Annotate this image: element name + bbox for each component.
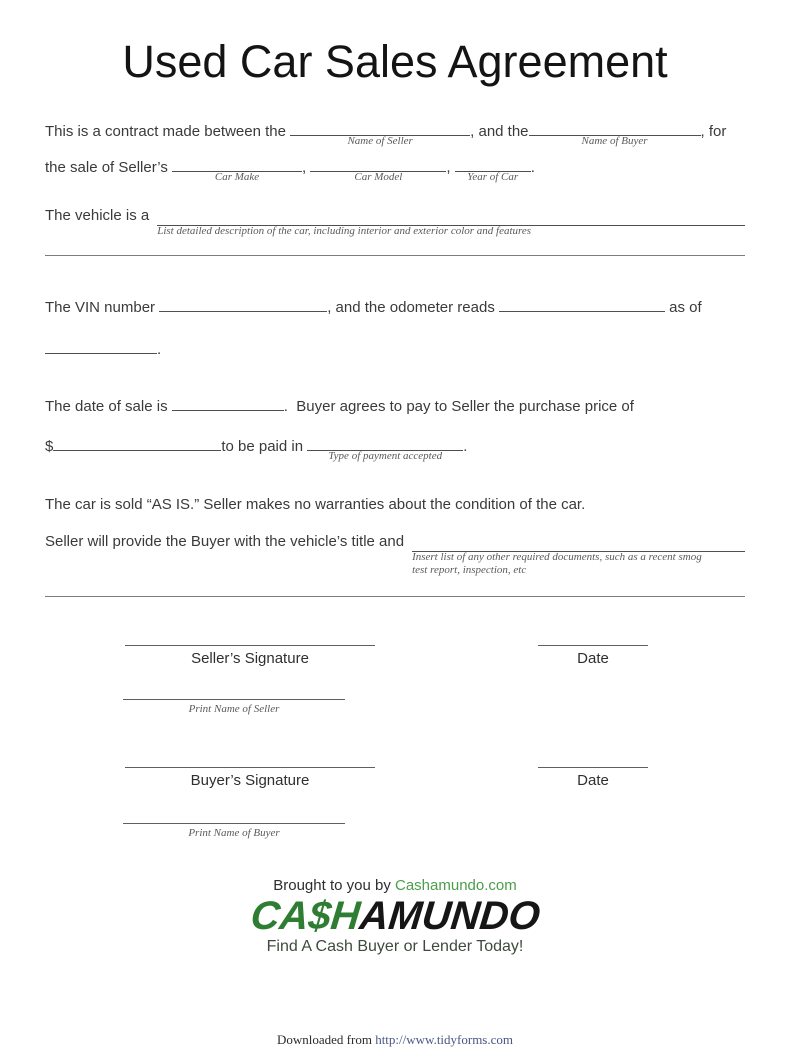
car-make-label: Car Make: [214, 171, 260, 183]
car-model-label: Car Model: [354, 171, 403, 183]
sale-text-2: . Buyer agrees to pay to Seller the purchase price of: [283, 398, 634, 415]
car-model-blank[interactable]: [310, 158, 446, 183]
paragraph-vehicle-description: [45, 207, 745, 237]
buyer-signature-label: Buyer’s Signature: [190, 772, 310, 789]
seller-print-block: [123, 699, 345, 715]
sale-text-3: $: [45, 438, 54, 455]
vehicle-description-text: The vehicle is a: [45, 207, 150, 224]
paragraph-sale-terms: [45, 397, 745, 462]
parties-text-4: the sale of Seller’s: [45, 159, 173, 176]
buyer-name-label: Name of Buyer: [581, 135, 648, 147]
downloaded-from-line: [0, 1032, 790, 1048]
paragraph-as-is: [45, 496, 745, 517]
cashamundo-logo-cash: CA$H: [248, 894, 362, 938]
downloaded-text: Downloaded from: [276, 1032, 376, 1047]
buyer-date-col: [538, 767, 648, 789]
signature-spacer: [375, 767, 538, 789]
vehicle-description-line-2[interactable]: [45, 255, 745, 256]
purchase-price-blank[interactable]: [53, 437, 221, 451]
payment-type-label: Type of payment accepted: [328, 450, 443, 462]
seller-signature-col: [125, 645, 375, 667]
parties-line-1: [45, 122, 745, 147]
documents-text: Seller will provide the Buyer with the vehicle’s title and: [45, 533, 405, 550]
sale-text-5: .: [463, 438, 468, 455]
vin-text-1: The VIN number: [45, 299, 160, 316]
seller-name-blank[interactable]: [290, 122, 470, 147]
year-of-car-label: Year of Car: [467, 171, 519, 183]
car-make-blank[interactable]: [172, 158, 302, 183]
cashamundo-logo-amundo: AMUNDO: [357, 894, 542, 938]
vin-line-1: [45, 298, 745, 319]
seller-date-col: [538, 645, 648, 667]
buyer-signature-line[interactable]: [125, 767, 375, 768]
payment-type-blank[interactable]: [307, 437, 463, 462]
parties-line-2: [45, 158, 745, 183]
parties-text-6: ,: [446, 159, 455, 176]
paragraph-documents: [45, 533, 745, 576]
documents-blank[interactable]: [412, 535, 745, 576]
seller-date-line[interactable]: [538, 645, 648, 646]
seller-signature-label: Seller’s Signature: [191, 650, 309, 667]
sale-line-1: [45, 397, 745, 418]
sale-text-1: The date of sale is: [45, 398, 172, 415]
parties-text-1: This is a contract made between the: [45, 123, 291, 140]
buyer-date-label: Date: [577, 772, 609, 789]
buyer-name-blank[interactable]: [529, 122, 701, 147]
paragraph-vin: [45, 298, 745, 361]
as-is-line: [45, 496, 745, 517]
buyer-print-block: [123, 823, 345, 839]
cashamundo-tagline: Find A Cash Buyer or Lender Today!: [266, 938, 524, 955]
seller-signature-row: [125, 645, 745, 667]
sale-date-blank[interactable]: [172, 397, 284, 411]
seller-name-label: Name of Seller: [347, 135, 413, 147]
vehicle-description-helper: List detailed description of the car, including interior and exterior color and features: [157, 225, 532, 237]
tidyforms-link[interactable]: http://www.tidyforms.com: [375, 1032, 514, 1047]
buyer-signature-row: [125, 767, 745, 789]
sale-text-4: to be paid in: [221, 438, 308, 455]
seller-print-name-label: Print Name of Seller: [188, 703, 280, 715]
signature-spacer: [375, 645, 538, 667]
vehicle-description-blank[interactable]: [157, 209, 745, 237]
cashamundo-com-link[interactable]: Cashamundo.com: [395, 877, 517, 894]
parties-text-2: , and the: [470, 123, 529, 140]
cashamundo-logo: [248, 895, 541, 937]
vin-text-3: as of: [665, 299, 702, 316]
buyer-print-name-label: Print Name of Buyer: [188, 827, 280, 839]
vin-blank[interactable]: [159, 298, 327, 312]
paragraph-parties: [45, 122, 745, 183]
seller-signature-line[interactable]: [125, 645, 375, 646]
branding-footer: [45, 877, 745, 956]
seller-date-label: Date: [577, 650, 609, 667]
brought-text: Brought to you by: [273, 877, 395, 894]
odometer-date-blank[interactable]: [45, 340, 157, 354]
buyer-signature-col: [125, 767, 375, 789]
year-of-car-blank[interactable]: [455, 158, 531, 183]
odometer-blank[interactable]: [499, 298, 665, 312]
parties-text-7: .: [530, 159, 535, 176]
as-is-text: The car is sold “AS IS.” Seller makes no warranties about the condition of the car.: [45, 496, 586, 513]
buyer-print-name-line[interactable]: [123, 823, 345, 824]
documents-line-2[interactable]: [45, 596, 745, 597]
buyer-date-line[interactable]: [538, 767, 648, 768]
page-title: Used Car Sales Agreement: [122, 36, 668, 87]
vin-text-2: , and the odometer reads: [327, 299, 499, 316]
document-page: [0, 36, 790, 956]
vin-text-4: .: [157, 341, 162, 358]
documents-helper: Insert list of any other required documents, such as a recent smog test report, inspection, etc: [412, 551, 702, 576]
brought-to-you-line: [45, 877, 745, 894]
parties-text-3: , for: [700, 123, 727, 140]
parties-text-5: ,: [302, 159, 311, 176]
seller-print-name-line[interactable]: [123, 699, 345, 700]
vin-line-2: [45, 340, 745, 361]
sale-line-2: [45, 437, 745, 462]
